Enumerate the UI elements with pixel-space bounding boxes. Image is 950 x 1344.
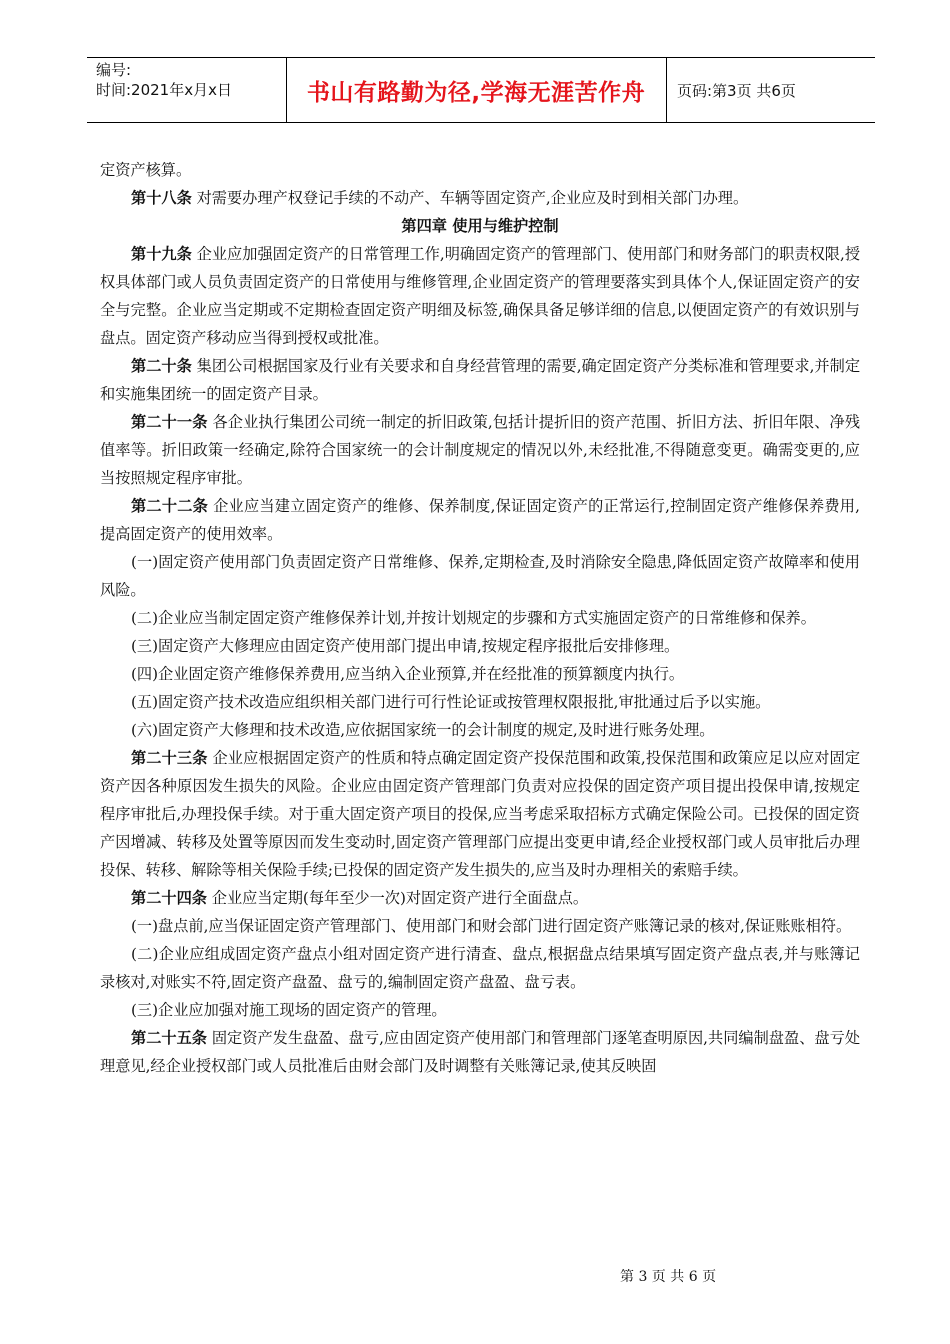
article-title: 第二十条 [131,357,192,375]
article-text: 企业应根据固定资产的性质和特点确定固定资产投保范围和政策,投保范围和政策应足以应对固定资产因各种原因发生损失的风险。企业应由固定资产管理部门负责对应投保的固定资产项目提出投保申请,按规定程序审批后,办理投保手续。对于重大固定资产项目的投保,应当考虑采取招标方式确定保险公司。已投保的固定资产因增减、转移及处置等原因而发生变动时,固定资产管理部门应提出变更申请,经企业授权部门或人员审批后办理投保、转移、解除等相关保险手续;已投保的固定资产发生损失的,应当及时办理相关的索赔手续。 [100,749,861,879]
article-text: 对需要办理产权登记手续的不动产、车辆等固定资产,企业应及时到相关部门办理。 [191,189,749,207]
article-text: 集团公司根据国家及行业有关要求和自身经营管理的需要,确定固定资产分类标准和管理要求,并制定和实施集团统一的固定资产目录。 [100,357,861,403]
header-meta [96,60,286,100]
list-item: (五)固定资产技术改造应组织相关部门进行可行性论证或按管理权限报批,审批通过后予以实施。 [131,693,771,711]
list-item: (一)固定资产使用部门负责固定资产日常维修、保养,定期检查,及时消除安全隐患,降低固定资产故障率和使用风险。 [100,553,860,599]
paragraph: 定资产核算。 [100,161,192,179]
article-18 [100,184,860,212]
header-divider-right [666,58,667,122]
date-label: 时间:2021年x月x日 [96,81,232,99]
article-title: 第二十一条 [131,413,208,431]
list-item: (六)固定资产大修理和技术改造,应依据国家统一的会计制度的规定,及时进行账务处理。 [131,721,715,739]
article-title: 第二十四条 [131,889,207,907]
list-item: (四)企业固定资产维修保养费用,应当纳入企业预算,并在经批准的预算额度内执行。 [131,665,685,683]
article-19 [100,240,860,352]
header-page-number: 页码:第3页 共6页 [677,81,796,100]
list-item: (三)企业应加强对施工现场的固定资产的管理。 [131,1001,447,1019]
article-text: 固定资产发生盘盈、盘亏,应由固定资产使用部门和管理部门逐笔查明原因,共同编制盘盈、盘亏处理意见,经企业授权部门或人员批准后由财会部门及时调整有关账簿记录,使其反映固 [100,1029,861,1075]
list-item: (三)固定资产大修理应由固定资产使用部门提出申请,按规定程序报批后安排修理。 [131,637,680,655]
list-item: (一)盘点前,应当保证固定资产管理部门、使用部门和财会部门进行固定资产账簿记录的核对,保证账账相符。 [131,917,852,935]
article-20 [100,352,860,408]
article-22 [100,492,860,548]
chapter-heading: 第四章 使用与维护控制 [401,217,559,235]
article-text: 企业应加强固定资产的日常管理工作,明确固定资产的管理部门、使用部门和财务部门的职责权限,授权具体部门或人员负责固定资产的日常使用与维修管理,企业固定资产的管理要落实到具体个人,保证固定资产的安全与完整。企业应当定期或不定期检查固定资产明细及标签,确保具备足够详细的信息,以便固定资产的有效识别与盘点。固定资产移动应当得到授权或批准。 [100,245,861,347]
article-text: 企业应当建立固定资产的维修、保养制度,保证固定资产的正常运行,控制固定资产维修保养费用,提高固定资产的使用效率。 [100,497,861,543]
header-motto: 书山有路勤为径,学海无涯苦作舟 [306,79,646,106]
article-title: 第十九条 [131,245,192,263]
article-title: 第二十五条 [131,1029,208,1047]
article-text: 企业应当定期(每年至少一次)对固定资产进行全面盘点。 [206,889,589,907]
page-footer: 第 3 页 共 6 页 [620,1269,717,1285]
serial-number-label: 编号: [96,61,132,79]
article-title: 第十八条 [131,189,192,207]
article-text: 各企业执行集团公司统一制定的折旧政策,包括计提折旧的资产范围、折旧方法、折旧年限、净残值率等。折旧政策一经确定,除符合国家统一的会计制度规定的情况以外,未经批准,不得随意变更。确需变更的,应当按照规定程序审批。 [100,413,861,487]
article-21 [100,408,860,492]
page-header [87,57,875,123]
article-title: 第二十二条 [131,497,209,515]
document-body [100,156,860,1080]
list-item: (二)企业应当制定固定资产维修保养计划,并按计划规定的步骤和方式实施固定资产的日常维修和保养。 [131,609,816,627]
article-title: 第二十三条 [131,749,208,767]
article-24 [100,884,860,912]
article-25 [100,1024,860,1080]
list-item: (二)企业应组成固定资产盘点小组对固定资产进行清查、盘点,根据盘点结果填写固定资产盘点表,并与账簿记录核对,对账实不符,固定资产盘盈、盘亏的,编制固定资产盘盈、盘亏表。 [100,945,860,991]
article-23 [100,744,860,884]
